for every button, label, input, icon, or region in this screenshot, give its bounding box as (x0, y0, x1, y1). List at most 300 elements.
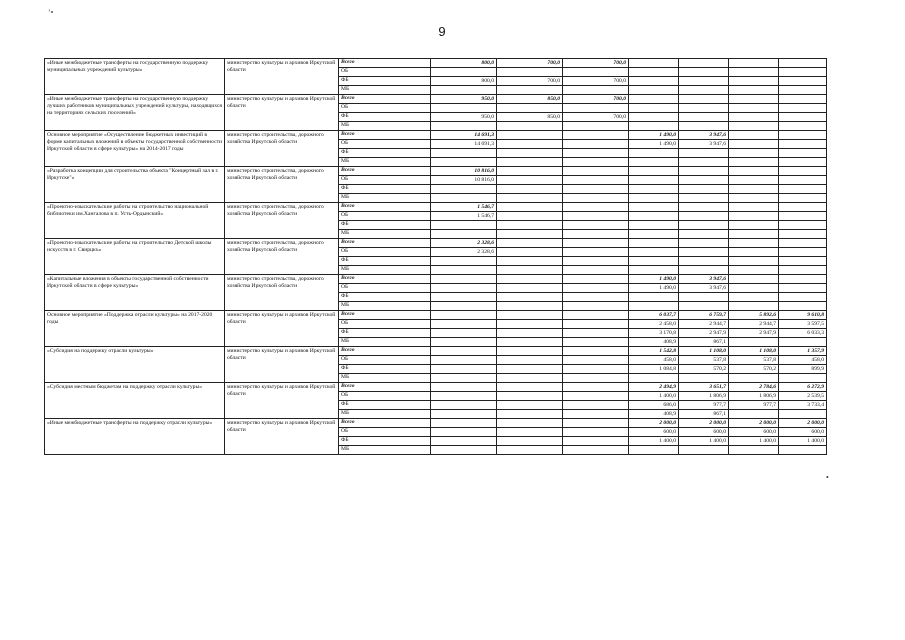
amount-cell: 1 490,0 (629, 140, 679, 149)
amount-cell (497, 446, 563, 455)
funding-source-label: МБ (339, 266, 431, 275)
amount-cell (679, 194, 729, 203)
amount-cell: 2 328,6 (431, 239, 497, 248)
amount-cell (629, 158, 679, 167)
amount-cell (779, 374, 827, 383)
amount-cell (563, 329, 629, 338)
amount-cell: 700,0 (563, 59, 629, 68)
amount-cell (563, 248, 629, 257)
amount-cell (629, 167, 679, 176)
amount-cell (563, 392, 629, 401)
amount-cell (729, 194, 779, 203)
amount-cell (497, 68, 563, 77)
funding-source-label: ФБ (339, 77, 431, 86)
amount-cell (629, 212, 679, 221)
amount-cell: 950,0 (431, 113, 497, 122)
amount-cell (729, 122, 779, 131)
table-row (45, 239, 827, 248)
amount-cell: 458,0 (629, 356, 679, 365)
amount-cell: 1 400,0 (729, 437, 779, 446)
amount-cell (729, 59, 779, 68)
amount-cell (563, 356, 629, 365)
funding-source-label: ОБ (339, 320, 431, 329)
funding-source-label: ОБ (339, 392, 431, 401)
amount-cell (679, 212, 729, 221)
amount-cell: 3 170,8 (629, 329, 679, 338)
page-number: 9 (438, 24, 446, 39)
amount-cell: 1 490,0 (629, 284, 679, 293)
amount-cell: 1 806,9 (679, 392, 729, 401)
amount-cell (679, 176, 729, 185)
funding-source-label: ОБ (339, 212, 431, 221)
table-body (45, 59, 827, 455)
amount-cell: 1 546,7 (431, 212, 497, 221)
amount-cell (497, 149, 563, 158)
amount-cell (497, 284, 563, 293)
amount-cell (679, 203, 729, 212)
table-row (45, 167, 827, 176)
amount-cell: 1 490,0 (629, 275, 679, 284)
funding-source-label: Всего (339, 59, 431, 68)
amount-cell (563, 284, 629, 293)
amount-cell (679, 86, 729, 95)
amount-cell (497, 356, 563, 365)
amount-cell (779, 95, 827, 104)
financing-table (44, 58, 827, 455)
amount-cell (629, 302, 679, 311)
amount-cell (679, 248, 729, 257)
amount-cell (729, 158, 779, 167)
amount-cell (431, 383, 497, 392)
amount-cell: 2 000,0 (779, 419, 827, 428)
amount-cell (431, 68, 497, 77)
amount-cell: 9 610,8 (779, 311, 827, 320)
amount-cell (431, 437, 497, 446)
amount-cell: 867,1 (679, 410, 729, 419)
amount-cell (729, 266, 779, 275)
amount-cell: 600,0 (779, 428, 827, 437)
amount-cell: 537,8 (679, 356, 729, 365)
amount-cell (729, 275, 779, 284)
amount-cell (679, 302, 729, 311)
amount-cell: 3 947,6 (679, 131, 729, 140)
amount-cell (563, 167, 629, 176)
amount-cell (563, 374, 629, 383)
amount-cell (497, 419, 563, 428)
amount-cell (679, 293, 729, 302)
amount-cell (729, 221, 779, 230)
funding-source-label: ФБ (339, 401, 431, 410)
responsible-executor: министерство культуры и архивов Иркутской области (225, 383, 339, 419)
amount-cell (497, 176, 563, 185)
amount-cell (563, 383, 629, 392)
amount-cell (779, 77, 827, 86)
amount-cell (563, 86, 629, 95)
amount-cell (629, 104, 679, 113)
amount-cell (497, 257, 563, 266)
amount-cell (431, 194, 497, 203)
amount-cell: 1 400,0 (679, 437, 729, 446)
amount-cell (563, 221, 629, 230)
amount-cell (431, 275, 497, 284)
amount-cell (679, 122, 729, 131)
amount-cell (729, 149, 779, 158)
amount-cell (629, 86, 679, 95)
amount-cell (679, 257, 729, 266)
funding-source-label: Всего (339, 347, 431, 356)
amount-cell (779, 302, 827, 311)
funding-source-label: Всего (339, 95, 431, 104)
amount-cell (629, 203, 679, 212)
amount-cell (629, 95, 679, 104)
amount-cell (431, 410, 497, 419)
amount-cell (431, 104, 497, 113)
amount-cell: 850,0 (497, 95, 563, 104)
amount-cell (431, 257, 497, 266)
funding-source-label: ФБ (339, 329, 431, 338)
amount-cell (779, 158, 827, 167)
amount-cell (729, 104, 779, 113)
amount-cell (497, 212, 563, 221)
amount-cell: 600,0 (729, 428, 779, 437)
amount-cell (497, 248, 563, 257)
amount-cell (563, 275, 629, 284)
amount-cell: 2 000,0 (679, 419, 729, 428)
amount-cell: 700,0 (497, 77, 563, 86)
amount-cell: 14 691,3 (431, 140, 497, 149)
table-row (45, 311, 827, 320)
amount-cell (779, 59, 827, 68)
amount-cell (431, 401, 497, 410)
amount-cell (497, 131, 563, 140)
amount-cell (779, 257, 827, 266)
amount-cell: 1 542,8 (629, 347, 679, 356)
amount-cell (629, 266, 679, 275)
funding-source-label: ФБ (339, 365, 431, 374)
amount-cell (779, 149, 827, 158)
amount-cell (563, 185, 629, 194)
amount-cell (563, 266, 629, 275)
amount-cell (779, 284, 827, 293)
table-row (45, 59, 827, 68)
amount-cell (497, 221, 563, 230)
amount-cell: 1 400,0 (629, 437, 679, 446)
amount-cell (497, 347, 563, 356)
funding-source-label: ОБ (339, 356, 431, 365)
amount-cell (679, 230, 729, 239)
amount-cell (431, 446, 497, 455)
amount-cell: 3 733,4 (779, 401, 827, 410)
amount-cell (497, 401, 563, 410)
amount-cell: 6 037,7 (629, 311, 679, 320)
amount-cell: 2 784,6 (729, 383, 779, 392)
amount-cell (779, 140, 827, 149)
amount-cell: 700,0 (497, 59, 563, 68)
amount-cell (779, 410, 827, 419)
amount-cell: 6 033,3 (779, 329, 827, 338)
amount-cell (779, 86, 827, 95)
amount-cell (497, 437, 563, 446)
amount-cell (563, 410, 629, 419)
amount-cell (431, 266, 497, 275)
funding-source-label: ФБ (339, 293, 431, 302)
scan-corner-mark: ’• (48, 8, 54, 17)
amount-cell (497, 167, 563, 176)
amount-cell (779, 131, 827, 140)
funding-source-label: ФБ (339, 221, 431, 230)
funding-source-label: МБ (339, 194, 431, 203)
amount-cell (729, 131, 779, 140)
amount-cell: 1 108,0 (729, 347, 779, 356)
amount-cell (563, 203, 629, 212)
amount-cell (497, 239, 563, 248)
funding-source-label: Всего (339, 239, 431, 248)
amount-cell (729, 77, 779, 86)
amount-cell (679, 221, 729, 230)
funding-source-label: Всего (339, 275, 431, 284)
amount-cell (431, 185, 497, 194)
amount-cell: 600,0 (629, 428, 679, 437)
responsible-executor: министерство культуры и архивов Иркутской области (225, 59, 339, 95)
amount-cell (563, 365, 629, 374)
amount-cell (431, 158, 497, 167)
amount-cell (779, 338, 827, 347)
amount-cell (679, 113, 729, 122)
funding-source-label: ОБ (339, 68, 431, 77)
amount-cell (497, 185, 563, 194)
amount-cell (779, 68, 827, 77)
amount-cell (431, 311, 497, 320)
amount-cell: 2 944,7 (679, 320, 729, 329)
funding-source-label: Всего (339, 383, 431, 392)
amount-cell (497, 329, 563, 338)
amount-cell (431, 230, 497, 239)
measure-description: «Капитальные вложения в объекты государственной собственности Иркутской области в сфере культуры» (45, 275, 225, 311)
amount-cell (779, 221, 827, 230)
amount-cell (497, 140, 563, 149)
amount-cell (779, 248, 827, 257)
funding-source-label: Всего (339, 131, 431, 140)
amount-cell: 850,0 (497, 113, 563, 122)
amount-cell (563, 176, 629, 185)
amount-cell (679, 158, 729, 167)
measure-description: «Разработка концепции для строительства объекта "Концертный зал в г. Иркутске"» (45, 167, 225, 203)
amount-cell (563, 140, 629, 149)
amount-cell (779, 266, 827, 275)
amount-cell: 686,0 (629, 401, 679, 410)
amount-cell (629, 374, 679, 383)
funding-source-label: ОБ (339, 176, 431, 185)
amount-cell (679, 374, 729, 383)
amount-cell: 10 816,0 (431, 167, 497, 176)
amount-cell (729, 257, 779, 266)
funding-source-label: МБ (339, 410, 431, 419)
amount-cell (497, 230, 563, 239)
amount-cell (779, 194, 827, 203)
amount-cell (679, 68, 729, 77)
amount-cell: 1 357,9 (779, 347, 827, 356)
amount-cell (629, 293, 679, 302)
amount-cell (431, 419, 497, 428)
amount-cell (629, 77, 679, 86)
amount-cell (729, 239, 779, 248)
amount-cell (629, 221, 679, 230)
amount-cell (431, 284, 497, 293)
measure-description: «Проектно-изыскательские работы на строительство национальной библиотеки им.Хангалова в п. Усть-Ордынский» (45, 203, 225, 239)
funding-source-label: ФБ (339, 185, 431, 194)
amount-cell (679, 167, 729, 176)
amount-cell (779, 185, 827, 194)
amount-cell: 2 328,6 (431, 248, 497, 257)
amount-cell (497, 320, 563, 329)
amount-cell (779, 446, 827, 455)
funding-source-label: МБ (339, 302, 431, 311)
responsible-executor: министерство культуры и архивов Иркутской области (225, 419, 339, 455)
amount-cell: 1 546,7 (431, 203, 497, 212)
amount-cell: 408,9 (629, 338, 679, 347)
amount-cell (629, 257, 679, 266)
funding-source-label: ФБ (339, 149, 431, 158)
amount-cell (497, 311, 563, 320)
amount-cell: 2 000,0 (729, 419, 779, 428)
funding-source-label: МБ (339, 338, 431, 347)
amount-cell (729, 302, 779, 311)
amount-cell: 1 806,9 (729, 392, 779, 401)
amount-cell (497, 428, 563, 437)
amount-cell: 3 597,5 (779, 320, 827, 329)
amount-cell (629, 239, 679, 248)
responsible-executor: министерство культуры и архивов Иркутской области (225, 347, 339, 383)
amount-cell (497, 104, 563, 113)
amount-cell (629, 230, 679, 239)
funding-source-label: ОБ (339, 248, 431, 257)
funding-source-label: Всего (339, 167, 431, 176)
amount-cell (431, 86, 497, 95)
amount-cell (431, 338, 497, 347)
table-row (45, 383, 827, 392)
amount-cell (629, 149, 679, 158)
amount-cell: 977,7 (679, 401, 729, 410)
amount-cell: 2 947,9 (729, 329, 779, 338)
amount-cell (497, 338, 563, 347)
funding-source-label: МБ (339, 86, 431, 95)
amount-cell: 977,7 (729, 401, 779, 410)
funding-source-label: МБ (339, 158, 431, 167)
amount-cell (563, 401, 629, 410)
amount-cell: 867,1 (679, 338, 729, 347)
amount-cell (729, 68, 779, 77)
amount-cell (497, 392, 563, 401)
amount-cell (563, 293, 629, 302)
amount-cell (563, 320, 629, 329)
amount-cell (779, 230, 827, 239)
amount-cell (431, 356, 497, 365)
amount-cell (497, 365, 563, 374)
amount-cell (563, 239, 629, 248)
amount-cell: 700,0 (563, 77, 629, 86)
amount-cell (563, 212, 629, 221)
measure-description: Основное мероприятие «Поддержка отрасли культуры» на 2017-2020 годы (45, 311, 225, 347)
amount-cell (729, 95, 779, 104)
measure-description: «Иные межбюджетные трансферты на государственную поддержку муниципальных учреждений культуры» (45, 59, 225, 95)
amount-cell (779, 122, 827, 131)
amount-cell (563, 311, 629, 320)
responsible-executor: министерство культуры и архивов Иркутской области (225, 311, 339, 347)
funding-source-label: ОБ (339, 284, 431, 293)
amount-cell: 10 816,0 (431, 176, 497, 185)
amount-cell (431, 122, 497, 131)
amount-cell (563, 158, 629, 167)
amount-cell (497, 293, 563, 302)
amount-cell (729, 203, 779, 212)
amount-cell (629, 113, 679, 122)
amount-cell (729, 374, 779, 383)
amount-cell (563, 131, 629, 140)
amount-cell (679, 149, 729, 158)
amount-cell (431, 392, 497, 401)
amount-cell: 800,0 (431, 59, 497, 68)
amount-cell (563, 68, 629, 77)
measure-description: «Иные межбюджетные трансферты на государственную поддержку лучших работников муниципальных учреждений культуры, находящихся на территориях сельских поселений» (45, 95, 225, 131)
measure-description: «Субсидия на поддержку отрасли культуры» (45, 347, 225, 383)
funding-source-label: ОБ (339, 140, 431, 149)
amount-cell (629, 194, 679, 203)
table-row (45, 95, 827, 104)
amount-cell: 600,0 (679, 428, 729, 437)
measure-description: «Иные межбюджетные трансферты на поддержку отрасли культуры» (45, 419, 225, 455)
amount-cell: 5 892,6 (729, 311, 779, 320)
amount-cell (497, 410, 563, 419)
funding-source-label: Всего (339, 311, 431, 320)
table-row (45, 419, 827, 428)
amount-cell (729, 230, 779, 239)
responsible-executor: министерство культуры и архивов Иркутской области (225, 95, 339, 131)
amount-cell: 899,9 (779, 365, 827, 374)
amount-cell (497, 383, 563, 392)
responsible-executor: министерство строительства, дорожного хозяйства Иркутской области (225, 239, 339, 275)
scan-edge-mark: • (826, 473, 829, 482)
amount-cell: 800,0 (431, 77, 497, 86)
amount-cell: 3 947,6 (679, 284, 729, 293)
amount-cell (563, 437, 629, 446)
amount-cell (629, 59, 679, 68)
amount-cell (629, 185, 679, 194)
amount-cell: 458,0 (779, 356, 827, 365)
amount-cell (679, 77, 729, 86)
amount-cell (629, 68, 679, 77)
amount-cell (431, 347, 497, 356)
amount-cell (729, 185, 779, 194)
amount-cell: 14 691,3 (431, 131, 497, 140)
amount-cell (779, 104, 827, 113)
amount-cell (431, 365, 497, 374)
amount-cell (679, 104, 729, 113)
amount-cell (679, 446, 729, 455)
amount-cell: 2 000,0 (629, 419, 679, 428)
amount-cell (431, 374, 497, 383)
amount-cell (679, 59, 729, 68)
amount-cell (563, 302, 629, 311)
amount-cell (431, 320, 497, 329)
amount-cell (431, 302, 497, 311)
funding-source-label: ОБ (339, 428, 431, 437)
amount-cell (563, 446, 629, 455)
amount-cell (431, 149, 497, 158)
amount-cell: 537,8 (729, 356, 779, 365)
amount-cell (563, 104, 629, 113)
amount-cell (563, 338, 629, 347)
amount-cell: 700,0 (563, 95, 629, 104)
